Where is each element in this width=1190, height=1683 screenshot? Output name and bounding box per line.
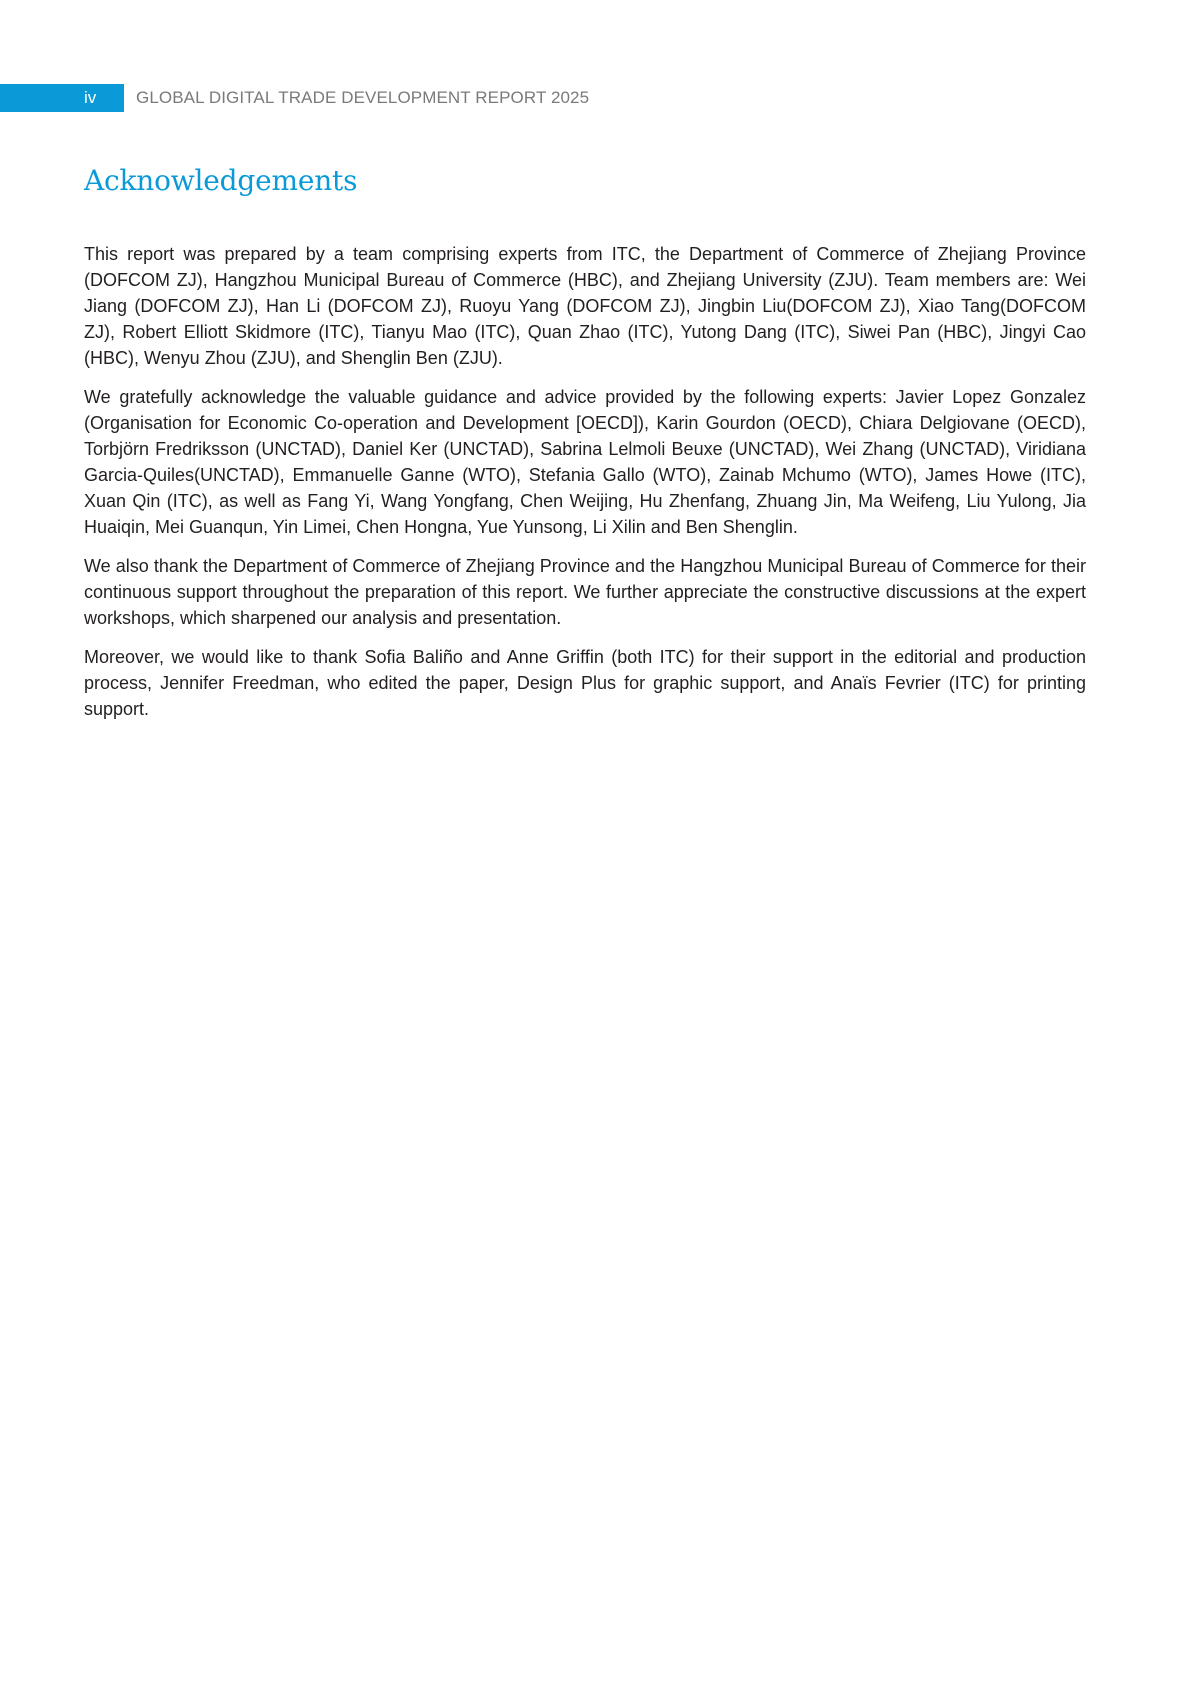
section-title: Acknowledgements xyxy=(84,164,358,197)
paragraph-experts: We gratefully acknowledge the valuable guidance and advice provided by the following experts: Javier Lopez Gonzalez (Organisation for Economic Co-operation and Development [OECD]), Karin Gourdon (OECD), Chiara Delgiovane (OECD), Torbjörn Fredriksson (UNCTAD), Daniel Ker (UNCTAD), Sabrina Lelmoli Beuxe (UNCTAD), Wei Zhang (UNCTAD), Viridiana Garcia-Quiles(UNCTAD), Emmanuelle Ganne (WTO), Stefania Gallo (WTO), Zainab Mchumo (WTO), James Howe (ITC), Xuan Qin (ITC), as well as Fang Yi, Wang Yongfang, Chen Weijing, Hu Zhenfang, Zhuang Jin, Ma Weifeng, Liu Yulong, Jia Huaiqin, Mei Guanqun, Yin Limei, Chen Hongna, Yue Yunsong, Li Xilin and Ben Shenglin. xyxy=(84,387,1086,537)
acknowledgements-body xyxy=(84,241,1086,735)
paragraph-support: We also thank the Department of Commerce of Zhejiang Province and the Hangzhou Municipal Bureau of Commerce for their continuous support throughout the preparation of this report. We further appreciate the constructive discussions at the expert workshops, which sharpened our analysis and presentation. xyxy=(84,556,1086,628)
paragraph-team: This report was prepared by a team comprising experts from ITC, the Department of Commerce of Zhejiang Province (DOFCOM ZJ), Hangzhou Municipal Bureau of Commerce (HBC), and Zhejiang University (ZJU). Team members are: Wei Jiang (DOFCOM ZJ), Han Li (DOFCOM ZJ), Ruoyu Yang (DOFCOM ZJ), Jingbin Liu(DOFCOM ZJ), Xiao Tang(DOFCOM ZJ), Robert Elliott Skidmore (ITC), Tianyu Mao (ITC), Quan Zhao (ITC), Yutong Dang (ITC), Siwei Pan (HBC), Jingyi Cao (HBC), Wenyu Zhou (ZJU), and Shenglin Ben (ZJU). xyxy=(84,244,1086,368)
page-number: iv xyxy=(84,88,97,107)
running-title: GLOBAL DIGITAL TRADE DEVELOPMENT REPORT 2025 xyxy=(136,88,590,107)
header-accent-bar xyxy=(0,84,124,112)
paragraph-production: Moreover, we would like to thank Sofia Baliño and Anne Griffin (both ITC) for their support in the editorial and production process, Jennifer Freedman, who edited the paper, Design Plus for graphic support, and Anaïs Fevrier (ITC) for printing support. xyxy=(84,647,1086,719)
